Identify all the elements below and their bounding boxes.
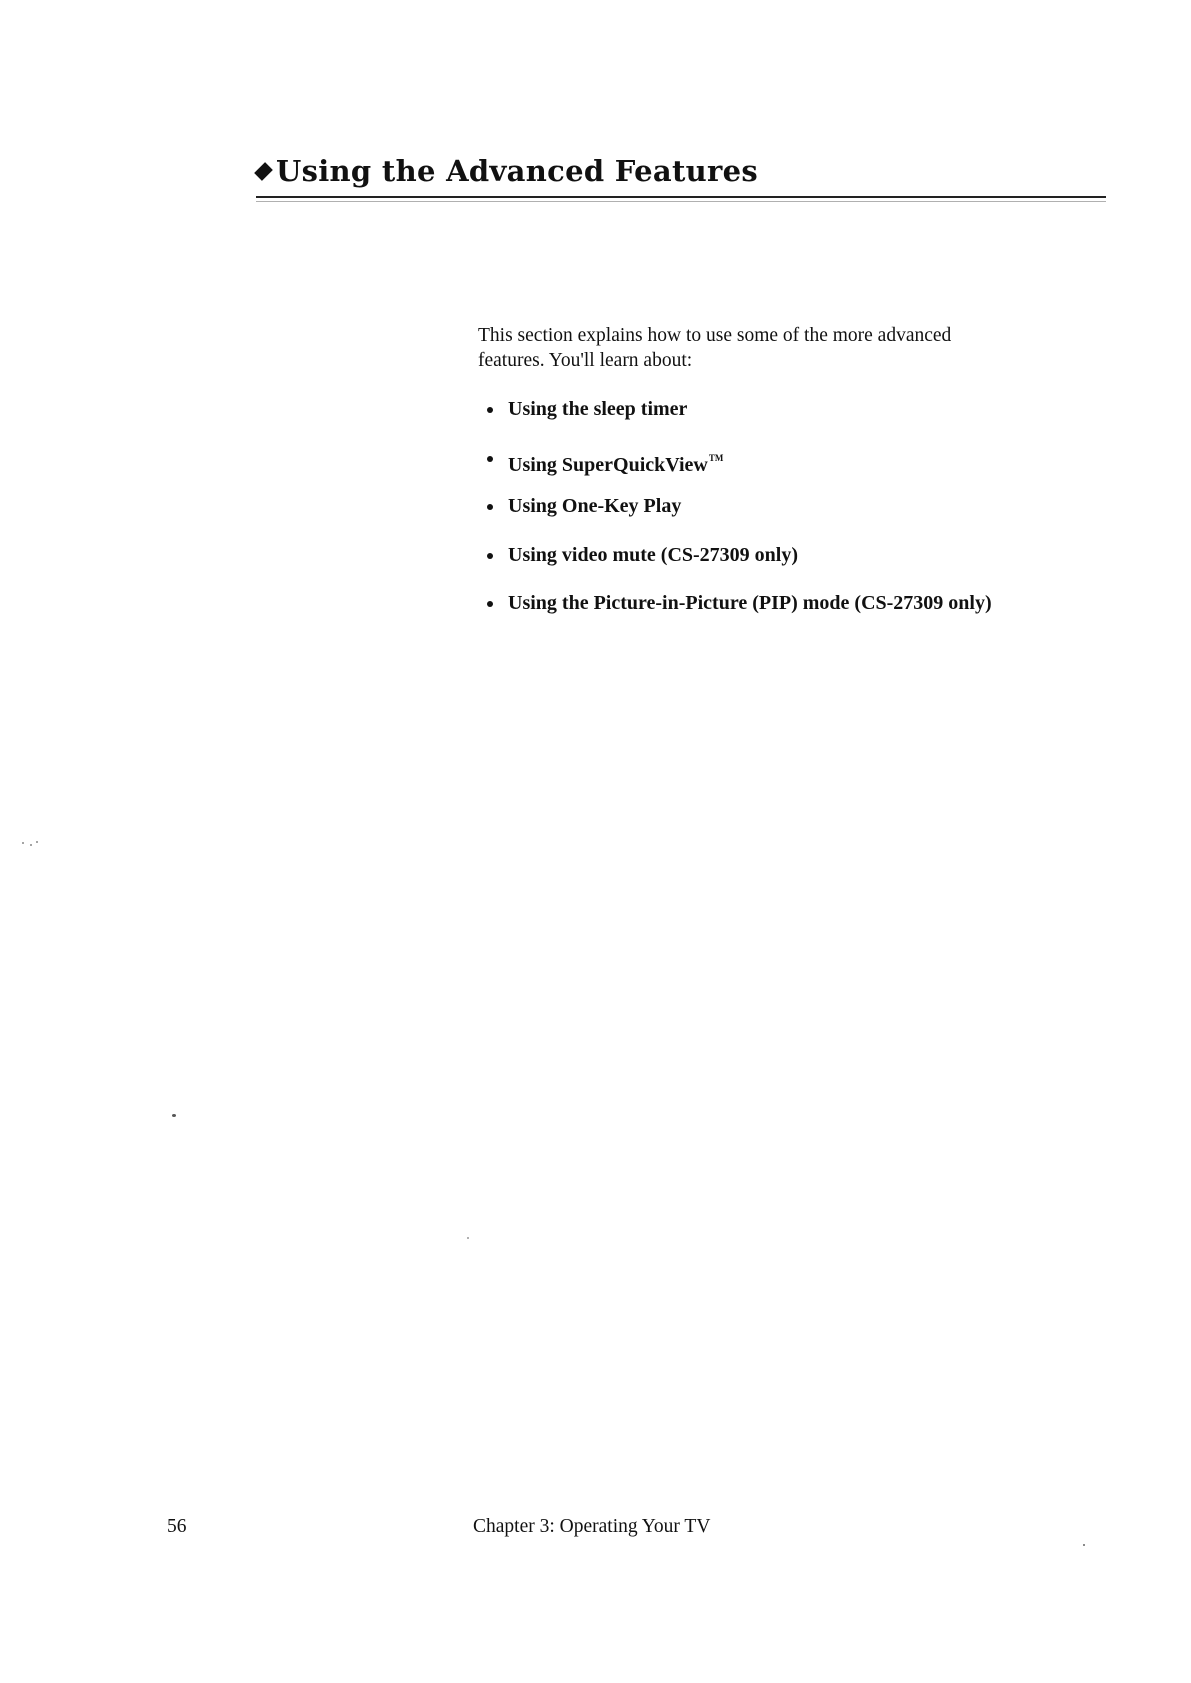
list-item bbox=[484, 444, 1124, 493]
feature-label: Using video mute (CS-27309 only) bbox=[508, 543, 799, 566]
page-number: 56 bbox=[167, 1516, 187, 1537]
footer-chapter-title: Chapter 3: Operating Your TV bbox=[473, 1516, 711, 1537]
diamond-bullet-icon bbox=[254, 162, 273, 181]
scan-speck bbox=[1083, 1544, 1085, 1546]
list-item bbox=[484, 541, 1124, 590]
intro-paragraph: This section explains how to use some of the more advanced features. You'll learn about: bbox=[478, 325, 952, 371]
feature-label: Using SuperQuickView bbox=[508, 453, 708, 476]
scan-speck bbox=[172, 1114, 176, 1117]
scan-speck bbox=[22, 842, 24, 844]
list-item bbox=[484, 492, 1124, 541]
list-item bbox=[484, 395, 1124, 444]
section-title: Using the Advanced Features bbox=[276, 154, 758, 188]
scan-speck bbox=[36, 841, 38, 843]
scan-speck bbox=[30, 844, 32, 846]
feature-list bbox=[484, 395, 1124, 638]
section-heading bbox=[256, 150, 1106, 198]
feature-label: Using the sleep timer bbox=[508, 398, 688, 420]
scan-speck bbox=[467, 1237, 469, 1239]
list-item bbox=[484, 589, 1124, 638]
trademark-mark: TM bbox=[708, 452, 724, 463]
feature-label: Using One-Key Play bbox=[508, 495, 682, 517]
feature-label: Using the Picture-in-Picture (PIP) mode (CS-27309 only) bbox=[508, 592, 992, 614]
